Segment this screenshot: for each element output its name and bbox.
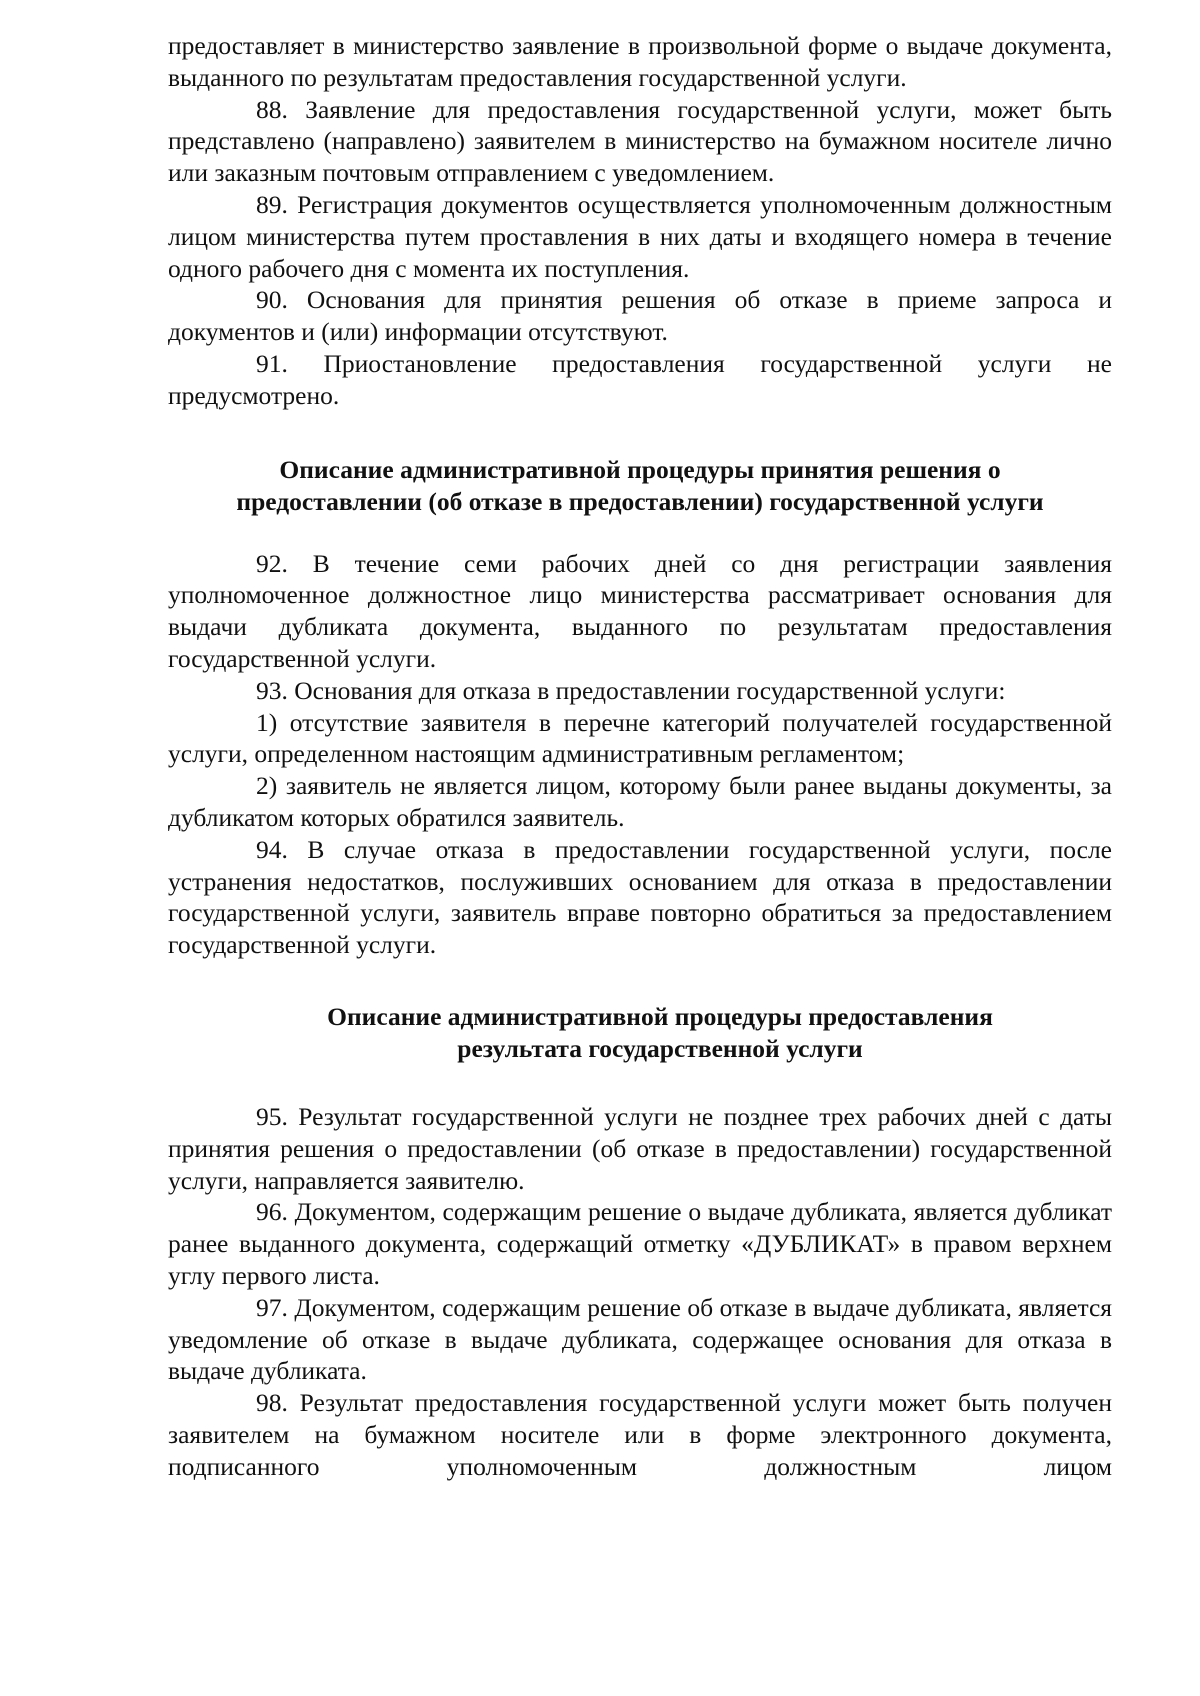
- spacer: [168, 518, 1112, 548]
- paragraph-90: 90. Основания для принятия решения об отказе в приеме запроса и документов и (или) информации отсутствуют.: [168, 285, 1112, 347]
- section-heading-decision: [168, 454, 1112, 518]
- spacer: [168, 412, 1112, 454]
- document-page: [168, 30, 1112, 1482]
- paragraph-87-continuation: предоставляет в министерство заявление в произвольной форме о выдаче документа, выданного по результатам предоставления государственной услуги.: [168, 31, 1112, 92]
- paragraph-91: 91. Приостановление предоставления государственной услуги не предусмотрено.: [168, 348, 1112, 410]
- paragraph-98: 98. Результат предоставления государственной услуги может быть получен заявителем на бумажном носителе или в форме электронного документа, подписанного уполномоченным должностным лицом: [168, 1388, 1112, 1481]
- section-heading-result-line2: результата государственной услуги: [457, 1033, 863, 1063]
- paragraph-93: 93. Основания для отказа в предоставлении государственной услуги:: [256, 675, 1006, 705]
- section-heading-decision-line2: предоставлении (об отказе в предоставлении) государственной услуги: [236, 486, 1044, 516]
- paragraph-93-item-1: 1) отсутствие заявителя в перечне категорий получателей государственной услуги, определенном настоящим административным регламентом;: [168, 707, 1112, 769]
- paragraph-92: 92. В течение семи рабочих дней со дня регистрации заявления уполномоченное должностное лицо министерства рассматривает основания для выдачи дубликата документа, выданного по результатам предоставления государственной услуги.: [168, 548, 1112, 673]
- paragraph-89: 89. Регистрация документов осуществляется уполномоченным должностным лицом министерства путем проставления в них даты и входящего номера в течение одного рабочего дня с момента их поступления.: [168, 189, 1112, 283]
- paragraph-96: 96. Документом, содержащим решение о выдаче дубликата, является дубликат ранее выданного документа, содержащий отметку «ДУБЛИКАТ» в правом верхнем углу первого листа.: [168, 1197, 1112, 1290]
- paragraph-94: 94. В случае отказа в предоставлении государственной услуги, после устранения недостатков, послуживших основанием для отказа в предоставлении государственной услуги, заявитель вправе повторно обратиться за предоставлением государственной услуги.: [168, 834, 1112, 960]
- section-heading-result-line1: Описание административной процедуры предоставления: [327, 1001, 993, 1031]
- section-heading-decision-line1: Описание административной процедуры принятия решения о: [279, 454, 1001, 484]
- paragraph-95: 95. Результат государственной услуги не позднее трех рабочих дней с даты принятия решения о предоставлении (об отказе в предоставлении) государственной услуги, направляется заявителю.: [168, 1101, 1112, 1195]
- spacer: [168, 961, 1112, 1001]
- paragraph-88: 88. Заявление для предоставления государственной услуги, может быть представлено (направлено) заявителем в министерство на бумажном носителе лично или заказным почтовым отправлением с уведомлением.: [168, 94, 1112, 188]
- section-heading-result: [168, 1001, 1112, 1065]
- paragraph-93-item-2: 2) заявитель не является лицом, которому были ранее выданы документы, за дубликатом которых обратился заявитель.: [168, 771, 1112, 832]
- paragraph-97: 97. Документом, содержащим решение об отказе в выдаче дубликата, является уведомление об отказе в выдаче дубликата, содержащее основания для отказа в выдаче дубликата.: [168, 1292, 1112, 1386]
- spacer: [168, 1065, 1112, 1101]
